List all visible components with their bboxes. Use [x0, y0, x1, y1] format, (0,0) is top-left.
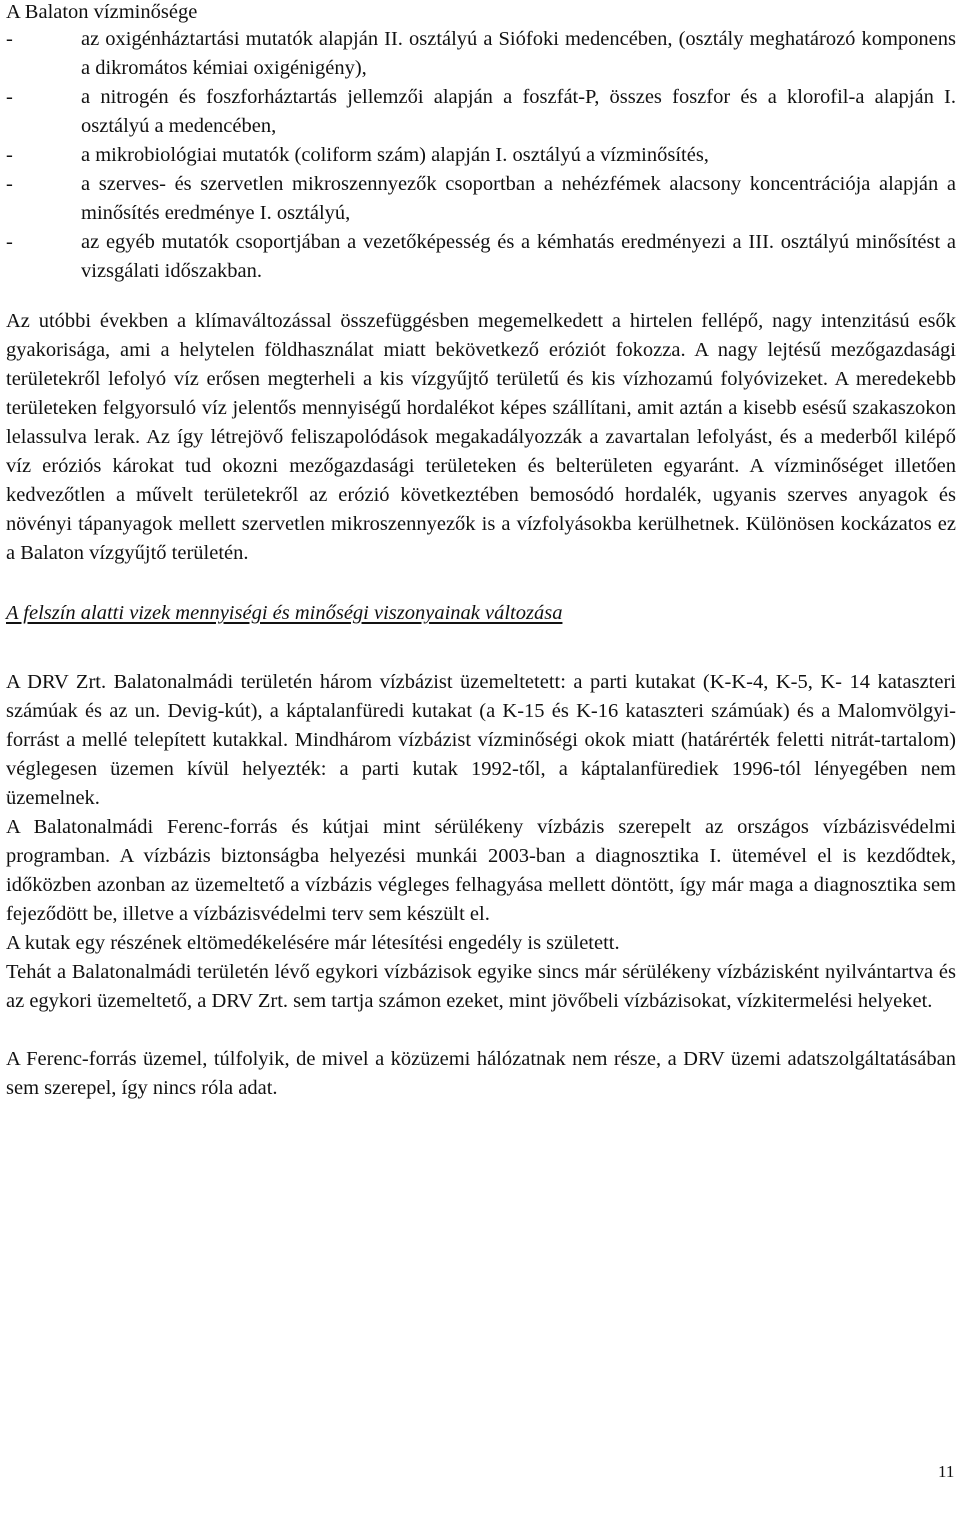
- paragraph-ferenc-forras-operation: A Ferenc-forrás üzemel, túlfolyik, de mivel a közüzemi hálózatnak nem része, a DRV üzemi adatszolgáltatásában sem szerepel, így nincs róla adat.: [6, 1048, 956, 1099]
- bullet-dash: -: [6, 86, 13, 108]
- bullet-item-nitrogen-phosphorus: [6, 83, 956, 141]
- bullet-dash: -: [6, 144, 13, 166]
- bullet-dash: -: [6, 231, 13, 253]
- bullet-text: az oxigénháztartási mutatók alapján II. osztályú a Siófoki medencében, (osztály meghatározó komponens a dikromátos kémiai oxigénigény),: [81, 28, 956, 79]
- bullet-item-other-indicators: [6, 228, 956, 286]
- drv-section: [6, 668, 956, 1016]
- paragraph-ferenc-forras-program: A Balatonalmádi Ferenc-forrás és kútjai mint sérülékeny vízbázis szerepelt az országos vízbázisvédelmi programban. A vízbázis biztonságba helyezési munkái 2003-ban a diagnosztika I. ütemével el is kezdődtek, időközben azonban az üzemeltető a vízbázis végleges felhagyása mellett döntött, így már maga a diagnosztika sem fejeződött be, illetve a vízbázisvédelmi terv sem készült el.: [6, 816, 956, 925]
- bullet-item-microbiological: [6, 141, 956, 170]
- bullet-dash: -: [6, 28, 13, 50]
- bullet-text: a mikrobiológiai mutatók (coliform szám) alapján I. osztályú a vízminősítés,: [81, 144, 709, 166]
- subsection-heading: A felszín alatti vizek mennyiségi és minőségi viszonyainak változása: [6, 602, 563, 624]
- document-page: [6, 0, 956, 1103]
- paragraph-wells-permit: A kutak egy részének eltömedékelésére már létesítési engedély is született.: [6, 932, 620, 954]
- paragraph-former-water-bases: Tehát a Balatonalmádi területén lévő egykori vízbázisok egyike sincs már sérülékeny vízbázisként nyilvántartva és az egykori üzemeltető, a DRV Zrt. sem tartja számon ezeket, mint jövőbeli vízbázisokat, vízkitermelési helyeket.: [6, 961, 956, 1012]
- bullet-text: az egyéb mutatók csoportjában a vezetőképesség és a kémhatás eredményezi a III. osztályú minősítést a vizsgálati időszakban.: [81, 231, 956, 282]
- water-quality-bullet-list: [6, 25, 956, 286]
- bullet-text: a szerves- és szervetlen mikroszennyezők csoportban a nehézfémek alacsony koncentrációja alapján a minősítés eredménye I. osztályú,: [81, 173, 956, 224]
- paragraph-climate-erosion: Az utóbbi években a klímaváltozással összefüggésben megemelkedett a hirtelen fellépő, nagy intenzitású esők gyakorisága, ami a helytelen földhasználat miatt bekövetkező eróziót fokozza. A nagy lejtésű mezőgazdasági területekről lefolyó víz erősen megterheli a kis vízgyűjtő területű és kis vízhozamú folyóvizeket. A meredekebb területeken felgyorsuló víz jelentős mennyiségű hordalékot képes szállítani, amit aztán a kisebb esésű szakaszokon lelassulva lerak. Az így létrejövő feliszapolódások megakadályozzák a zavartalan lefolyást, és a mederből kilépő víz eróziós károkat tud okozni mezőgazdasági területeken és belterületen egyaránt. A vízminőséget illetően kedvezőtlen a művelt területekről az erózió következtében bemosódó hordalék, ugyanis szerves anyagok és növényi tápanyagok mellett szervetlen mikroszennyezők is a vízfolyásokba kerülhetnek. Különösen kockázatos ez a Balaton vízgyűjtő területén.: [6, 310, 956, 564]
- bullet-item-oxygen: [6, 25, 956, 83]
- bullet-dash: -: [6, 173, 13, 195]
- section-heading: A Balaton vízminősége: [6, 1, 198, 23]
- bullet-text: a nitrogén és foszforháztartás jellemzői alapján a foszfát-P, összes foszfor és a klorofil-a alapján I. osztályú a medencében,: [81, 86, 956, 137]
- page-number: 11: [938, 1462, 955, 1481]
- bullet-item-micropollutants: [6, 170, 956, 228]
- paragraph-drv-water-bases: A DRV Zrt. Balatonalmádi területén három vízbázist üzemeltetett: a parti kutakat (K-K-4, K-5, K- 14 kataszteri számúak és az un. Devig-kút), a káptalanfüredi kutakat (a K-15 és K-16 kataszteri számúak) és a Malomvölgyi-forrást a mellé telepített kutakkal. Mindhárom vízbázist vízminőségi okok miatt (határérték feletti nitrát-tartalom) véglegesen üzemen kívül helyezték: a parti kutak 1992-től, a káptalanfürediek 1996-tól lényegében nem üzemelnek.: [6, 671, 956, 809]
